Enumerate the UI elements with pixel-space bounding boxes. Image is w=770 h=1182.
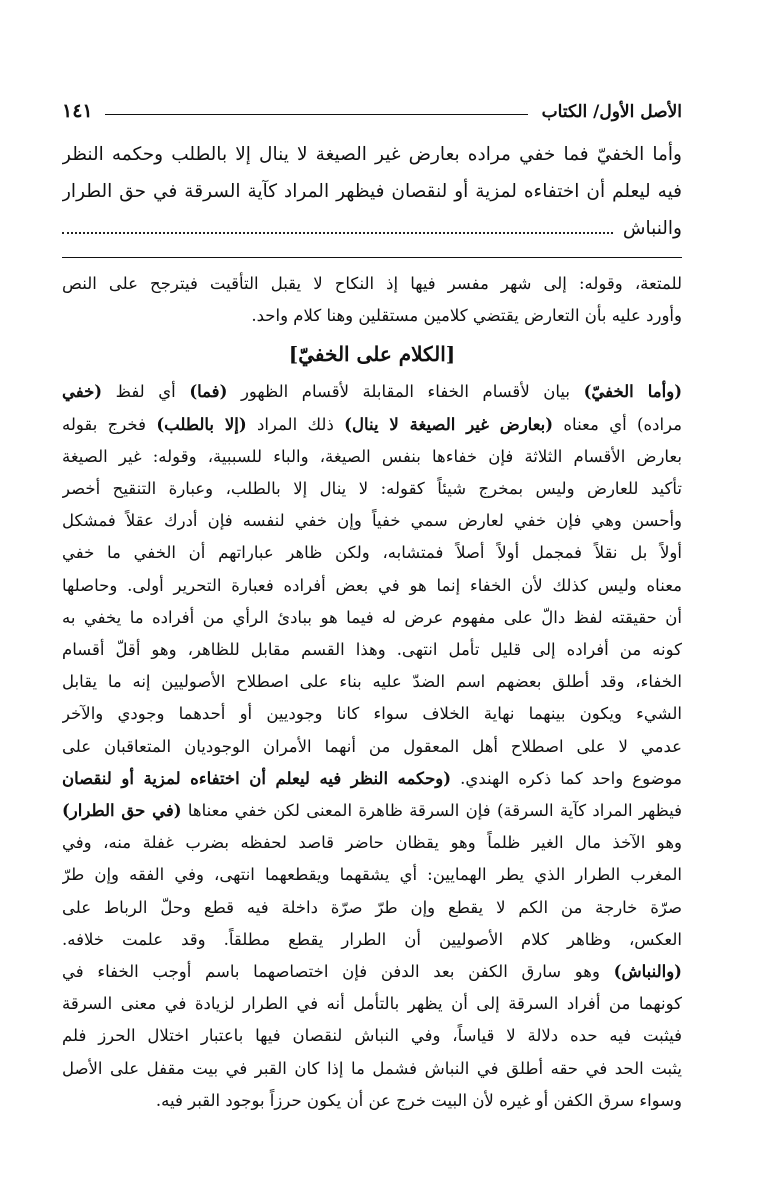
header-rule <box>105 114 528 115</box>
header-title: الأصل الأول/ الكتاب <box>541 102 682 122</box>
commentary-line: معناه وليس كذلك لأن الخفاء إنما هو في بعض أفراده فعبارة التحرير أولى. وحاصلها <box>62 575 682 595</box>
commentary-line: وسواء سرق الكفن أو غيره لأن البيت خرج عن أن يكون حرزاً بوجود القبر فيه. <box>155 1090 682 1110</box>
commentary-line: (والنباش) وهو سارق الكفن بعد الدفن فإن اختصاصهما باسم أوجب الخفاء في <box>62 962 682 982</box>
commentary-line: مراده) أي معناه (بعارض غير الصيغة لا ينال) ذلك المراد (إلا بالطلب) فخرج بقوله <box>62 414 682 434</box>
matn-line: فيه ليعلم أن اختفاءه لمزية أو لنقصان فيظهر المراد كآية السرقة في حق الطرار <box>62 181 682 202</box>
matn-line: والنباش <box>622 218 682 239</box>
section-heading: [الكلام على الخفيّ] <box>288 342 456 367</box>
commentary-line: صرّة خارجة من الكم لا يقطع وإن طرّ صرّة داخلة فيه قطع وحلّ الرباط على <box>62 897 682 917</box>
matn-text <box>62 136 682 247</box>
commentary-line: بعارض الأقسام الثلاثة فإن خفاءها بنفس الصيغة، والباء للسببية، وقوله: غير الصيغة <box>62 446 682 466</box>
matn-line: وأما الخفيّ فما خفي مراده بعارض غير الصيغة لا ينال إلا بالطلب وحكمه النظر <box>62 144 682 165</box>
commentary-line: الخفاء، وقد أطلق بعضهم اسم الضدّ عليه بناء على اصطلاح الأصوليين إنه ما يقابل <box>62 672 682 692</box>
commentary-line: عدمي لا على اصطلاح أهل المعقول من أنهما الأمران الوجوديان المتعاقبان على <box>62 736 682 756</box>
commentary-line: تأكيد للعارض وليس بمخرج شيئاً كقوله: لا ينال إلا بالطلب، وعبارة التنقيح أخصر <box>62 479 682 499</box>
page-number: ١٤١ <box>62 100 93 122</box>
running-header <box>62 92 682 122</box>
commentary-line: العكس، وظاهر كلام الأصوليين أن الطرار يقطع مطلقاً. وقد علمت خلافه. <box>62 929 682 949</box>
commentary-line: موضوع واحد كما ذكره الهندي. (وحكمه النظر فيه ليعلم أن اختفاءه لمزية أو لنقصان <box>62 768 682 788</box>
commentary-line: وأحسن وهي فإن خفي لعارض سمي خفياً وإن خفي لنفسه فإن أدرك عقلاً فمشكل <box>62 511 682 531</box>
matn-last-line <box>62 210 682 247</box>
commentary-line: للمتعة، وقوله: إلى شهر مفسر فيها إذ النكاح لا يقبل التأقيت فيترجح على النص <box>62 274 682 293</box>
commentary-line: الشيء ويكون بينهما نهاية الخلاف سواء كانا وجوديين أو أحدهما وجودي والآخر <box>62 704 682 724</box>
commentary-line: أولاً بل نقلاً فمجمل أولاً أصلاً فمتشابه، ولكن ظاهر عباراتهم أن الخفي ما خفي <box>62 543 682 563</box>
dotted-leader <box>62 232 613 234</box>
commentary-line: يثبت الحد في حقه أطلق في النباش فشمل ما إذا كان القبر في بيت مقفل على الأصل <box>62 1058 682 1078</box>
commentary-line: كونهما من أفراد السرقة إلى أن يظهر بالتأمل أنه في الطرار لزيادة في معنى السرقة <box>62 994 682 1014</box>
commentary-body <box>62 376 682 1117</box>
commentary-line: أن حقيقته لفظ دالّ على مفهوم عرض له فيما هو ببادئ الرأي من أفراده ما يخفي به <box>62 607 682 627</box>
commentary-line: وهو الآخذ مال الغير ظلماً وهو يقظان حاضر قاصد لحفظه بضرب غفلة منه، وفي <box>62 833 682 853</box>
commentary-line: المغرب الطرار الذي يطر الهمايين: أي يشقهما ويقطعهما انتهى، وفي الفقه وإن طرّ <box>62 865 682 885</box>
commentary-text <box>62 268 682 1117</box>
commentary-line: فيظهر المراد كآية السرقة) فإن السرقة ظاهرة المعنى لكن خفي معناها (في حق الطرار) <box>62 801 682 821</box>
commentary-line: كونه من أفراده إلى قليل تأمل انتهى. وهذا القسم مقابل للظاهر، وهو أقلّ أقسام <box>62 640 682 660</box>
commentary-line: وأورد عليه بأن التعارض يقتضي كلامين مستقلين وهنا كلام واحد. <box>251 306 682 326</box>
separator-rule <box>62 257 682 258</box>
commentary-line: فيثبت فيه حده دلالة لا قياساً، وفي النباش لنقصان فيها باعتبار اختلال الحرز فلم <box>62 1026 682 1046</box>
commentary-line: (وأما الخفيّ) بيان لأقسام الخفاء المقابلة لأقسام الظهور (فما) أي لفظ (خفي <box>62 382 682 402</box>
book-page <box>62 92 682 1117</box>
